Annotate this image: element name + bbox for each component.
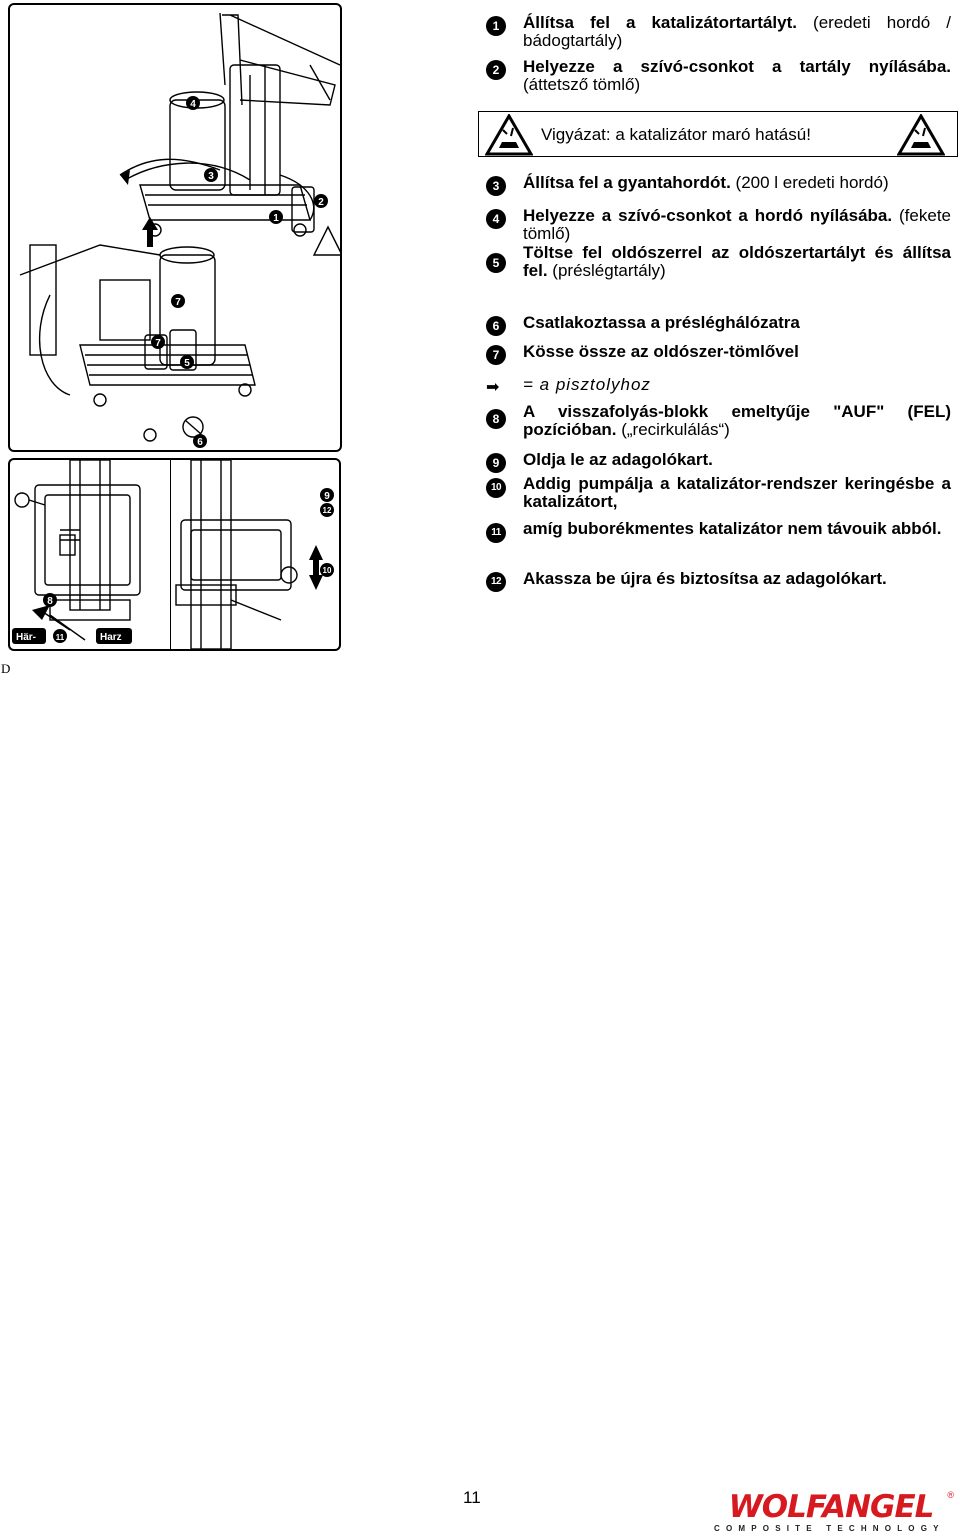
step-text: Csatlakoztassa a présléghálózatra [523,313,800,332]
svg-text:9: 9 [324,491,330,502]
step-text: = a pisztolyhoz [523,375,651,394]
step-text: Kösse össze az oldószer-tömlővel [523,342,799,361]
warning-box [478,111,958,157]
svg-text:4: 4 [190,99,196,110]
step-number: 1 [486,16,506,36]
step-number: 3 [486,176,506,196]
registered-mark: ® [947,1490,954,1500]
logo-wordmark: WOLFANGEL [728,1489,934,1525]
dosing-lever-drawing [171,460,339,649]
svg-text:6: 6 [197,437,203,448]
step-number: 11 [486,523,506,543]
step-text: Oldja le az adagolókart. [523,450,713,469]
svg-text:7: 7 [155,338,161,349]
logo-tagline: COMPOSITE TECHNOLOGY [714,1524,945,1533]
step-number: 6 [486,316,506,336]
step-text: Állítsa fel a katalizátortartályt. (eredeti hordó / bádogtartály) [523,13,951,50]
page-number: 11 [463,1488,481,1507]
svg-text:7: 7 [175,297,181,308]
dosing-unit-illustration [8,3,342,452]
step-number: 10 [486,478,506,498]
corrosive-warning-icon [897,114,945,156]
svg-text:3: 3 [208,171,214,182]
step-text: Addig pumpálja a katalizátor-rendszer keringésbe a katalizátort, [523,474,951,511]
step-number: 2 [486,60,506,80]
svg-text:12: 12 [322,506,332,515]
corrosive-warning-icon [485,114,533,156]
step-number: 5 [486,253,506,273]
haerter-pump-drawing [10,460,170,649]
step-text: A visszafolyás-blokk emeltyűje "AUF" (FEL) pozícióban. („recirkulálás“) [523,402,951,439]
svg-text:10: 10 [322,566,332,575]
step-number: 8 [486,409,506,429]
svg-text:1: 1 [273,213,279,224]
arrow-right-icon: ➡ [486,379,500,396]
step-text: Töltse fel oldószerrel az oldószertartályt és állítsa fel. (préslégtartály) [523,243,951,280]
harz-label: Harz [100,632,122,643]
step-text: Helyezze a szívó-csonkot a tartály nyílásába. (áttetsző tömlő) [523,57,951,94]
warning-text: Vigyázat: a katalizátor maró hatású! [541,125,811,144]
haerter-label: Här- [16,632,37,643]
dosing-lever-illustration [170,458,341,651]
svg-text:8: 8 [47,596,53,607]
haerter-pump-illustration [8,458,170,651]
language-mark: D [1,661,11,676]
step-number: 12 [486,572,506,592]
svg-text:2: 2 [318,197,324,208]
step-number: 9 [486,453,506,473]
step-number: 7 [486,345,506,365]
step-text: Akassza be újra és biztosítsa az adagolókart. [523,569,887,588]
step-text: amíg buborékmentes katalizátor nem távouik abból. [523,519,942,538]
dosing-unit-drawing [10,5,340,450]
wolfangel-logo [712,1489,954,1534]
step-text: Állítsa fel a gyantahordót. (200 l eredeti hordó) [523,173,889,192]
step-text: Helyezze a szívó-csonkot a hordó nyílásába. (fekete tömlő) [523,206,951,243]
svg-text:5: 5 [184,358,190,369]
svg-text:11: 11 [55,633,65,642]
step-number: 4 [486,209,506,229]
